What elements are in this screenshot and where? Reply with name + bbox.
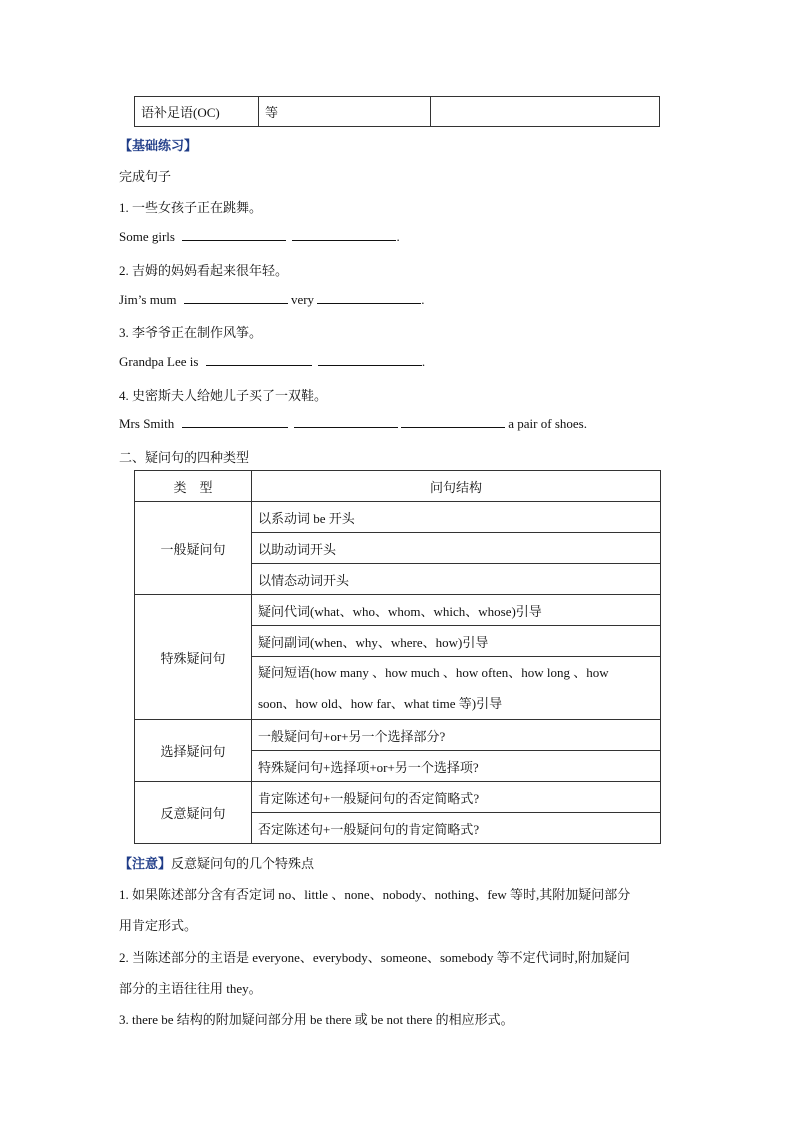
exercise-2-chinese: 2. 吉姆的妈妈看起来很年轻。 (119, 263, 289, 278)
notes-title: 反意疑问句的几个特殊点 (171, 856, 315, 871)
structure-cell: 以助动词开头 (252, 533, 661, 564)
table-row (135, 720, 661, 751)
table-cell: 等 (259, 97, 431, 127)
structure-cell: 疑问副词(when、why、where、how)引导 (252, 626, 661, 657)
answer-blank[interactable] (317, 292, 421, 304)
exercise-text: Mrs Smith (119, 416, 175, 431)
structure-cell (252, 657, 661, 720)
header-structure: 问句结构 (252, 471, 661, 502)
table-row (135, 782, 661, 813)
exercise-3-english (119, 354, 425, 370)
exercise-2-english (119, 292, 425, 308)
structure-cell: 特殊疑问句+选择项+or+另一个选择项? (252, 751, 661, 782)
structure-line: soon、how old、how far、what time 等)引导 (258, 696, 503, 711)
exercise-text: Grandpa Lee is (119, 354, 199, 369)
exercise-text: Jim’s mum (119, 292, 177, 307)
exercise-text: Some girls (119, 229, 175, 244)
note-line: 3. there be 结构的附加疑问部分用 be there 或 be not there 的相应形式。 (119, 1012, 514, 1027)
note-line: 1. 如果陈述部分含有否定词 no、little 、none、nobody、nothing、few 等时,其附加疑问部分 (119, 887, 631, 902)
answer-blank[interactable] (206, 354, 312, 366)
table-cell (431, 97, 660, 127)
type-cell: 反意疑问句 (135, 782, 252, 844)
exercise-4-chinese: 4. 史密斯夫人给她儿子买了一双鞋。 (119, 388, 328, 403)
table-row (135, 595, 661, 626)
answer-blank[interactable] (294, 416, 398, 428)
structure-line: 疑问短语(how many 、how much 、how often、how long 、how (258, 665, 609, 680)
question-types-table (134, 470, 661, 844)
answer-blank[interactable] (318, 354, 422, 366)
structure-cell: 疑问代词(what、who、whom、which、whose)引导 (252, 595, 661, 626)
note-line: 用肯定形式。 (119, 918, 198, 933)
table-row (135, 97, 660, 127)
exercise-text: a pair of shoes. (508, 416, 587, 431)
answer-blank[interactable] (184, 292, 288, 304)
note-line: 部分的主语往往用 they。 (119, 981, 262, 996)
notes-heading (119, 853, 314, 872)
structure-cell: 否定陈述句+一般疑问句的肯定简略式? (252, 813, 661, 844)
answer-blank[interactable] (292, 229, 396, 241)
structure-cell: 以系动词 be 开头 (252, 502, 661, 533)
exercise-text: . (421, 292, 425, 307)
section-title: 二、疑问句的四种类型 (119, 450, 250, 465)
basic-practice-subheading: 完成句子 (119, 169, 172, 184)
exercise-text: very (290, 292, 315, 307)
notes-bracket: 【注意】 (119, 856, 172, 871)
table-row (135, 502, 661, 533)
table-header-row (135, 471, 661, 502)
basic-practice-heading: 【基础练习】 (119, 138, 198, 153)
exercise-1-chinese: 1. 一些女孩子正在跳舞。 (119, 200, 263, 215)
note-line: 2. 当陈述部分的主语是 everyone、everybody、someone、somebody 等不定代词时,附加疑问 (119, 950, 630, 965)
answer-blank[interactable] (182, 229, 286, 241)
top-table (134, 96, 660, 127)
exercise-1-english (119, 229, 400, 245)
type-cell: 选择疑问句 (135, 720, 252, 782)
answer-blank[interactable] (401, 416, 505, 428)
exercise-text: . (421, 354, 426, 369)
exercise-3-chinese: 3. 李爷爷正在制作风筝。 (119, 325, 263, 340)
exercise-4-english (119, 416, 587, 432)
structure-cell: 一般疑问句+or+另一个选择部分? (252, 720, 661, 751)
structure-cell: 肯定陈述句+一般疑问句的否定简略式? (252, 782, 661, 813)
header-type: 类 型 (135, 471, 252, 502)
type-cell: 一般疑问句 (135, 502, 252, 595)
answer-blank[interactable] (182, 416, 288, 428)
exercise-text: . (396, 229, 400, 244)
type-cell: 特殊疑问句 (135, 595, 252, 720)
table-cell: 语补足语(OC) (135, 97, 259, 127)
structure-cell: 以情态动词开头 (252, 564, 661, 595)
